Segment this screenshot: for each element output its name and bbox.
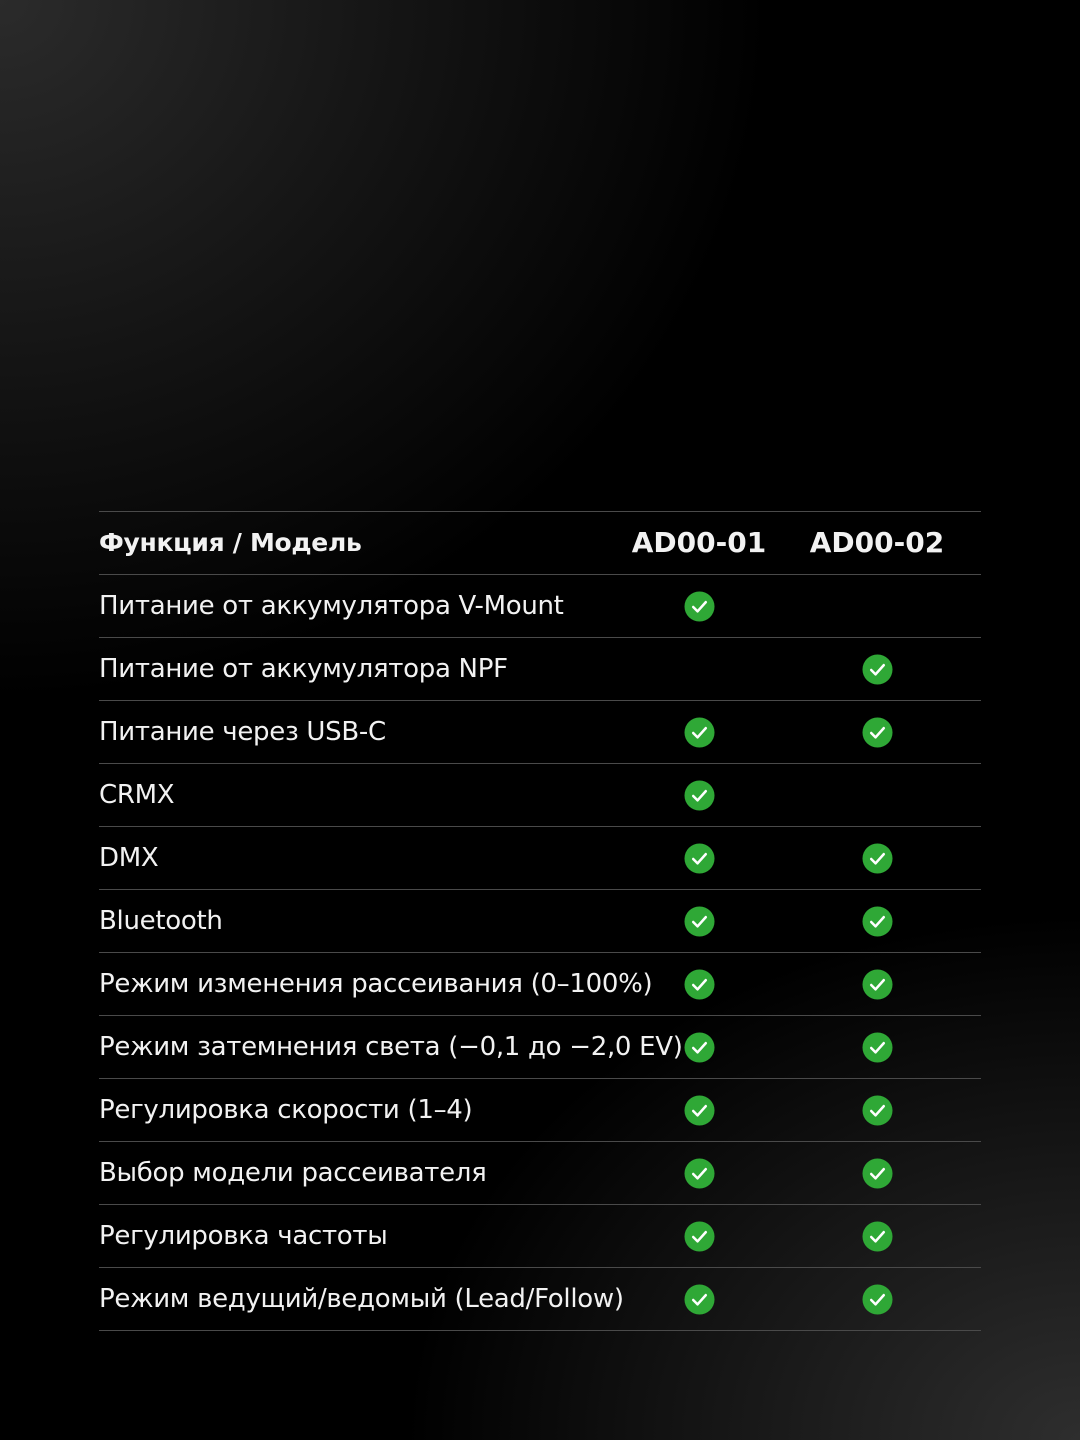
cell-ad00-01 (619, 1142, 779, 1204)
cell-ad00-02 (797, 1268, 957, 1330)
cell-ad00-01 (619, 638, 779, 700)
cell-ad00-02 (797, 827, 957, 889)
table-row (99, 1142, 981, 1205)
table-row (99, 827, 981, 890)
check-circle-icon (684, 969, 715, 1000)
check-circle-icon (684, 1032, 715, 1063)
check-circle-icon (862, 843, 893, 874)
feature-label: Режим изменения рассеивания (0–100%) (99, 969, 653, 999)
table-body (99, 575, 981, 1331)
cell-ad00-02 (797, 701, 957, 763)
table-row (99, 953, 981, 1016)
check-circle-icon (862, 1095, 893, 1126)
check-circle-icon (684, 906, 715, 937)
check-circle-icon (862, 1032, 893, 1063)
check-circle-icon (684, 1158, 715, 1189)
feature-label: Выбор модели рассеивателя (99, 1158, 487, 1188)
cell-ad00-01 (619, 827, 779, 889)
cell-ad00-02 (797, 638, 957, 700)
cell-ad00-02 (797, 953, 957, 1015)
cell-ad00-02 (797, 1205, 957, 1267)
table-row (99, 1016, 981, 1079)
check-circle-icon (862, 969, 893, 1000)
cell-ad00-02 (797, 1142, 957, 1204)
check-circle-icon (862, 1221, 893, 1252)
feature-label: Питание через USB-C (99, 717, 386, 747)
feature-label: Питание от аккумулятора V-Mount (99, 591, 564, 621)
table-row (99, 1205, 981, 1268)
check-circle-icon (684, 717, 715, 748)
check-circle-icon (862, 654, 893, 685)
check-circle-icon (684, 1284, 715, 1315)
check-circle-icon (862, 717, 893, 748)
cell-ad00-02 (797, 764, 957, 826)
cell-ad00-01 (619, 1079, 779, 1141)
cell-ad00-01 (619, 953, 779, 1015)
check-circle-icon (862, 1158, 893, 1189)
feature-label: CRMX (99, 780, 175, 810)
cell-ad00-01 (619, 1205, 779, 1267)
feature-label: Режим ведущий/ведомый (Lead/Follow) (99, 1284, 624, 1314)
cell-ad00-02 (797, 890, 957, 952)
table-row (99, 701, 981, 764)
feature-label: Регулировка скорости (1–4) (99, 1095, 473, 1125)
cell-ad00-01 (619, 1016, 779, 1078)
table-row (99, 575, 981, 638)
cell-ad00-01 (619, 890, 779, 952)
cell-ad00-02 (797, 575, 957, 637)
check-circle-icon (684, 591, 715, 622)
check-circle-icon (684, 1221, 715, 1252)
table-header-row (99, 512, 981, 575)
cell-ad00-01 (619, 701, 779, 763)
comparison-table (99, 511, 981, 1331)
header-feature-model: Функция / Модель (99, 528, 362, 557)
check-circle-icon (862, 906, 893, 937)
feature-label: Питание от аккумулятора NPF (99, 654, 508, 684)
cell-ad00-02 (797, 1079, 957, 1141)
feature-label: DMX (99, 843, 159, 873)
cell-ad00-01 (619, 764, 779, 826)
check-circle-icon (684, 1095, 715, 1126)
check-circle-icon (862, 1284, 893, 1315)
check-circle-icon (684, 843, 715, 874)
feature-label: Режим затемнения света (−0,1 до −2,0 EV) (99, 1032, 683, 1062)
table-row (99, 764, 981, 827)
table-row (99, 1268, 981, 1331)
table-row (99, 890, 981, 953)
header-model-ad00-02: AD00-02 (809, 526, 945, 559)
cell-ad00-02 (797, 1016, 957, 1078)
feature-label: Bluetooth (99, 906, 223, 936)
check-circle-icon (684, 780, 715, 811)
table-row (99, 638, 981, 701)
table-row (99, 1079, 981, 1142)
cell-ad00-01 (619, 575, 779, 637)
header-model-ad00-01: AD00-01 (631, 526, 767, 559)
feature-label: Регулировка частоты (99, 1221, 388, 1251)
cell-ad00-01 (619, 1268, 779, 1330)
